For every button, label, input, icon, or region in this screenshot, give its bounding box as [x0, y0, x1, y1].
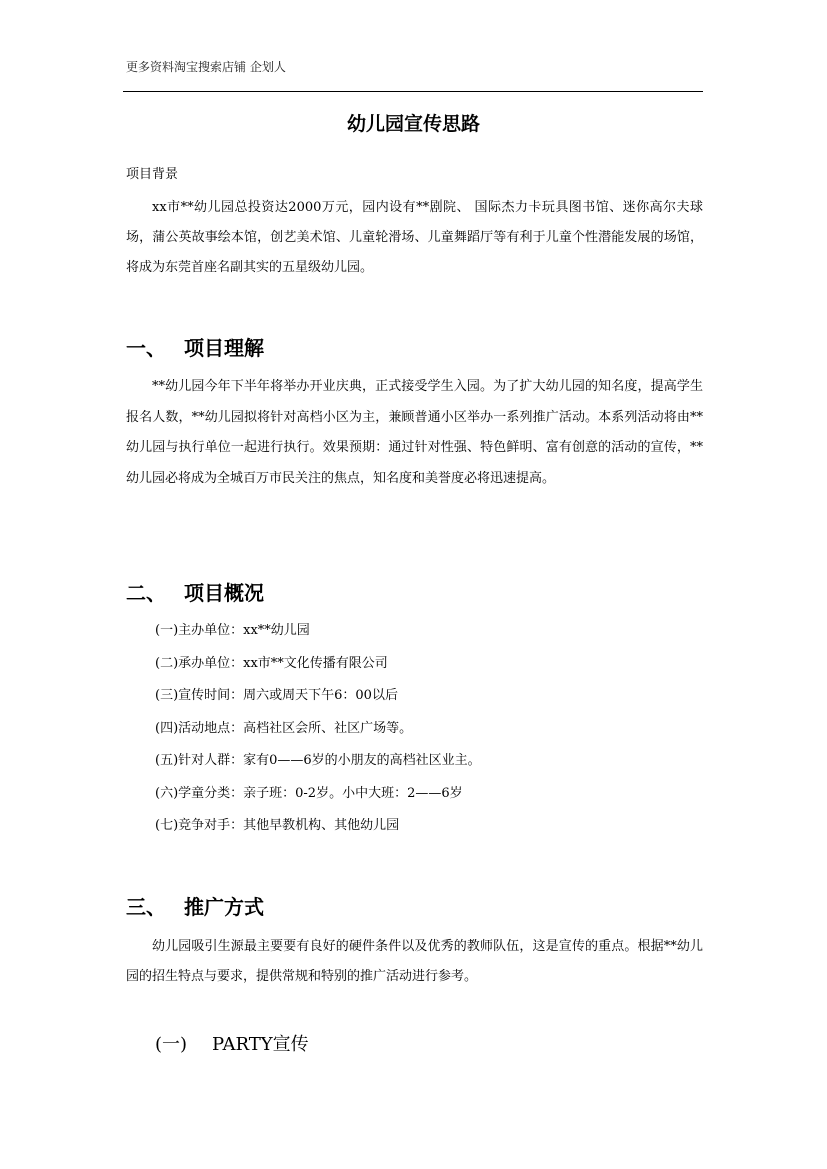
promotion-paragraph: 幼儿园吸引生源最主要要有良好的硬件条件以及优秀的教师队伍，这是宣传的重点。根据**幼儿园的招生特点与要求，提供常规和特别的推广活动进行参考。 — [126, 939, 703, 984]
overview-item-classes: (六)学童分类：亲子班：0-2岁。小中大班：2——6岁 — [155, 786, 463, 801]
section-number: 一、 — [126, 336, 166, 360]
overview-item-time: (三)宣传时间：周六或周天下午6：00以后 — [155, 688, 398, 703]
header-divider — [123, 91, 703, 92]
subsection-title: PARTY宣传 — [212, 1034, 309, 1055]
section-title: 项目理解 — [184, 336, 264, 360]
overview-item-audience: (五)针对人群：家有0——6岁的小朋友的高档社区业主。 — [155, 753, 481, 768]
subsection-heading-party — [155, 1033, 309, 1057]
subsection-number: (一) — [155, 1034, 188, 1055]
section-number: 三、 — [126, 895, 166, 919]
overview-item-organizer: (一)主办单位：xx**幼儿园 — [155, 623, 310, 638]
section-title: 推广方式 — [184, 895, 264, 919]
section-heading-overview — [126, 580, 264, 606]
section-title: 项目概况 — [184, 581, 264, 605]
overview-item-location: (四)活动地点：高档社区会所、社区广场等。 — [155, 721, 413, 736]
section-heading-understanding — [126, 335, 264, 361]
overview-item-contractor: (二)承办单位：xx市**文化传播有限公司 — [155, 656, 388, 671]
section-number: 二、 — [126, 581, 166, 605]
background-label: 项目背景 — [126, 167, 179, 182]
page-header-text: 更多资料淘宝搜索店铺 企划人 — [126, 60, 286, 74]
section-heading-promotion — [126, 894, 264, 920]
background-paragraph: xx市**幼儿园总投资达2000万元，园内设有**剧院、 国际杰力卡玩具图书馆、迷你高尔夫球场，蒲公英故事绘本馆，创艺美术馆、儿童轮滑场、儿童舞蹈厅等有利于儿童个性潜能发展的场馆，将成为东莞首座名副其实的五星级幼儿园。 — [126, 200, 703, 275]
document-title: 幼儿园宣传思路 — [346, 113, 480, 135]
overview-item-competitors: (七)竞争对手：其他早教机构、其他幼儿园 — [155, 818, 400, 833]
understanding-paragraph: **幼儿园今年下半年将举办开业庆典，正式接受学生入园。为了扩大幼儿园的知名度，提高学生报名人数，**幼儿园拟将针对高档小区为主，兼顾普通小区举办一系列推广活动。本系列活动将由**幼儿园与执行单位一起进行执行。效果预期：通过针对性强、特色鲜明、富有创意的活动的宣传，**幼儿园必将成为全城百万市民关注的焦点，知名度和美誉度必将迅速提高。 — [126, 379, 703, 486]
